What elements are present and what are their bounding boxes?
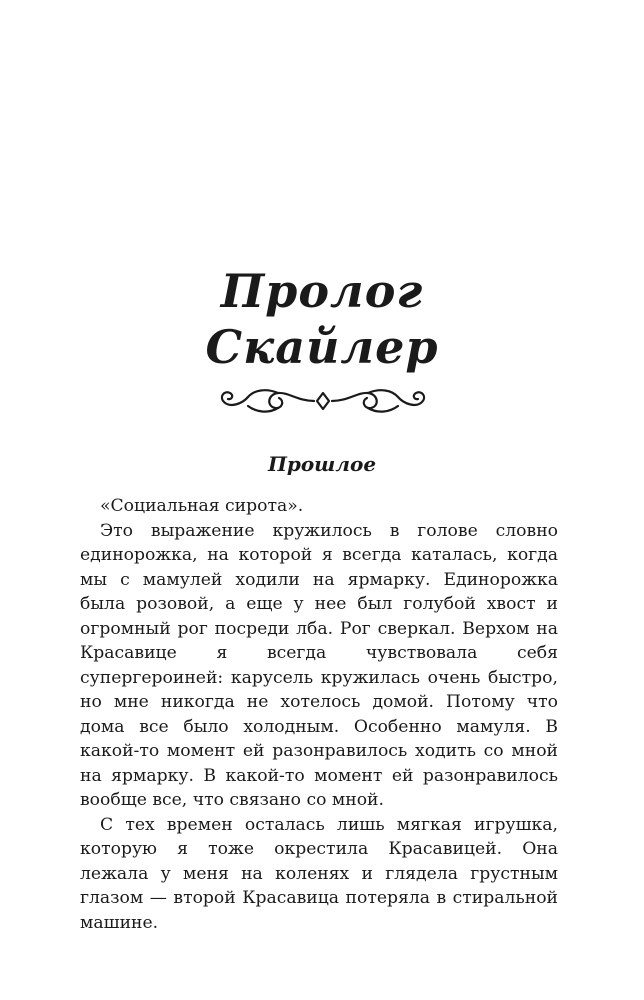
paragraph-2: Это выражение кружилось в голове словно единорожка, на которой я всегда каталась, когда мы с мамулей ходили на ярмарку. Единорожка была розовой, а еще у нее был голубой хвост и огромный рог посреди лба. Рог сверкал. Верхом на Красавице я всегда чувствовала себя супергероиней: карусель кружилась очень быстро, но мне никогда не хотелось домой. Потому что дома все было холодным. Особенно мамуля. В какой-то момент ей разонравилось ходить со мной на ярмарку. В какой-то момент ей разонравилось вообще все, что связано со мной. (80, 520, 558, 810)
chapter-subtitle: Скайлер (205, 320, 439, 374)
scroll-flourish-divider-icon (218, 384, 428, 418)
paragraph-1: «Социальная сирота». (100, 496, 304, 516)
chapter-title: Пролог (220, 264, 424, 318)
body-text (80, 494, 558, 935)
paragraph-3: С тех времен осталась лишь мягкая игрушка, которую я тоже окрестила Красавицей. Она лежала у меня на коленях и глядела грустным глазом — второй Красавица потеряла в стиральной машине. (80, 814, 558, 933)
section-heading: Прошлое (267, 452, 377, 476)
